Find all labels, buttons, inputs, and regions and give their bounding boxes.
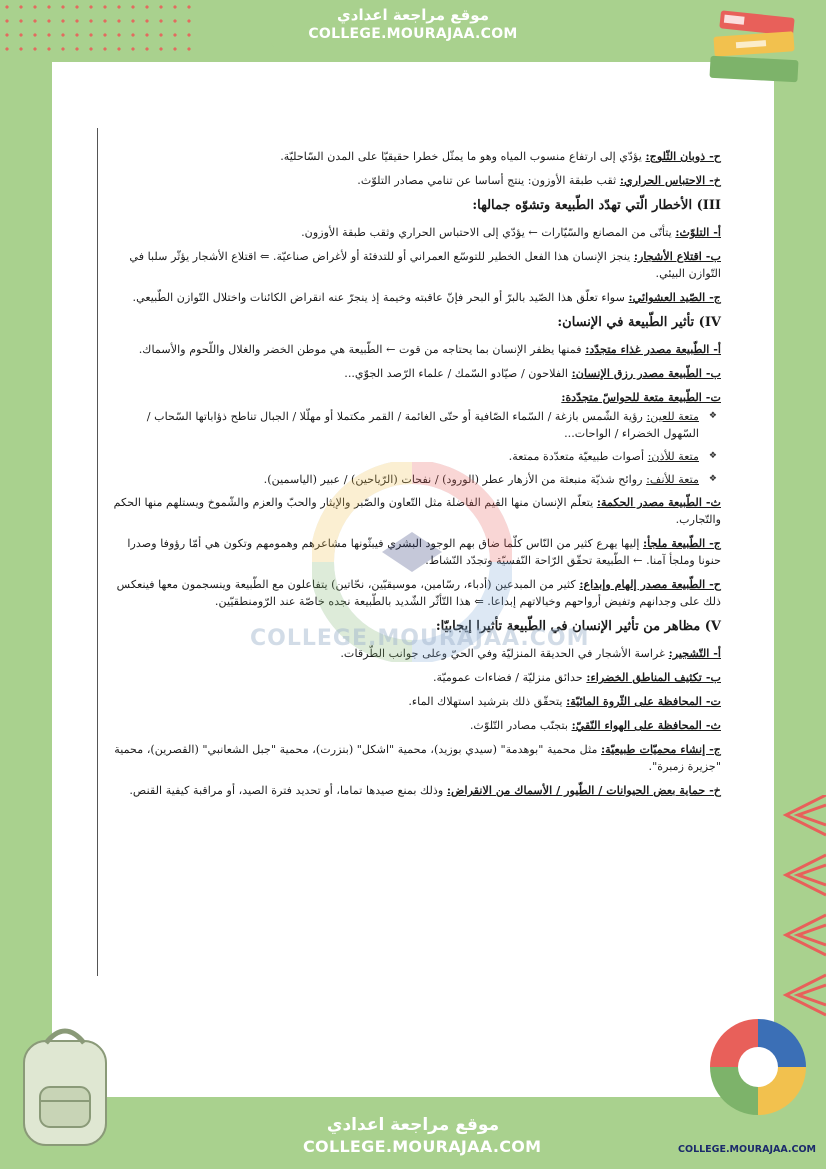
para-key: ج- الصّيد العشوائي: (628, 290, 721, 304)
para-key: ث- المحافظة على الهواء النّقيّ: (571, 718, 721, 732)
para-key: ح- الطّبيعة مصدر إلهام وإبداع: (579, 577, 721, 591)
corner-site-url[interactable]: COLLEGE.MOURAJAA.COM (678, 1144, 816, 1155)
para-text: بتجنّب مصادر التّلوّث. (469, 719, 572, 732)
para-text: وذلك بمنع صيدها تماما، أو تحديد فترة الصيد، أو مراقبة كيفية القنص. (129, 784, 447, 797)
bullet-key: متعة للأذن: (647, 450, 699, 463)
footer-site-en[interactable]: COLLEGE.MOURAJAA.COM (303, 1137, 542, 1156)
para-greenhouse (110, 172, 721, 189)
para-senses (110, 389, 721, 406)
backpack-icon (14, 1017, 116, 1149)
para-key: أ- التلوّث: (675, 225, 721, 239)
section-heading-3: III) الأخطار الّتي تهدّد الطّبيعة وتشوّه جمالها: (472, 198, 721, 213)
bullet-text: رؤية الشّمس بازغة / السّماء الصّافية أو حتّى الغائمة / القمر مكتملا أو مهلّلا / الجبال تناطح ذؤاباتها السّحاب / السّهول الخضراء / الواحات... (146, 410, 699, 440)
header-banner (263, 0, 563, 58)
education-wheel-icon (708, 1017, 808, 1117)
para-text: إليها يهرع كثير من النّاس كلّما ضاق بهم الوجود البشري فيبثّونها مشاعرهم وهمومهم وتكون هي أمّا رؤوفا وصدرا حنونا وملجأ آمنا. ← الطّبيعة تحقّق الرّاحة النّفسيّة وتجدّد النّشاط. (127, 537, 721, 567)
para-reserves (110, 741, 721, 775)
bullet-eye (110, 408, 721, 442)
para-key: ت- المحافظة على الثّروة المائيّة: (566, 694, 721, 708)
para-text: حدائق منزليّة / فضاءات عموميّة. (432, 671, 587, 684)
section-heading-5: V) مظاهر من تأثير الإنسان في الطّبيعة تأثيرا إيجابيّا: (435, 619, 721, 634)
para-text: كثير من المبدعين (أدباء، رسّامين، موسيقيّين، نحّاتين) يتفاعلون مع الطّبيعة وينسجمون معها فينعكس ذلك على وجدانهم وتفيض أرواحهم وخيالاتهم إبداعا. ⇐ هذا التّأثّر الشّديد بالطّبيعة نجده خاصّة عند الرّومنطقيّين. (116, 578, 721, 608)
bullet-text: أصوات طبيعيّة متعدّدة ممتعة. (508, 450, 648, 463)
para-text: ينجز الإنسان هذا الفعل الخطير للتوسّع العمراني أو للتدفئة أو لأغراض صناعيّة. ⇐ اقتلاع الأشجار يؤثّر سلبا في التّوازن البيئي. (129, 250, 721, 280)
para-text: فمنها يظفر الإنسان بما يحتاجه من قوت ← الطّبيعة هي موطن الخضر والغلال واللّحوم والأسماك. (138, 343, 586, 356)
para-deforestation (110, 248, 721, 282)
para-key: ج- الطّبيعة ملجأ: (643, 536, 721, 550)
para-text: غراسة الأشجار في الحديقة المنزليّة وفي الحيّ وعلى جوانب الطّرقات. (340, 647, 669, 660)
footer-banner (263, 1097, 563, 1169)
para-key: خ- الاحتباس الحراري: (619, 173, 721, 187)
para-key: ث- الطّبيعة مصدر الحكمة: (596, 495, 721, 509)
para-protection (110, 782, 721, 799)
para-hunting (110, 289, 721, 306)
para-text: سواء تعلّق هذا الصّيد بالبرّ أو البحر فإنّ عاقبته وخيمة إذ ينجرّ عنه انقراض الكائنات واختلال التّوازن الطّبيعي. (132, 291, 629, 304)
books-icon (706, 8, 810, 92)
para-key: أ- الطّبيعة مصدر غذاء متجدّد: (585, 342, 721, 356)
para-key: أ- التّشجير: (668, 646, 721, 660)
header-site-en[interactable]: COLLEGE.MOURAJAA.COM (308, 26, 518, 42)
para-text: مثل محمية "بوهدمة" (سيدي بوزيد)، محمية "اشكل" (بنزرت)، محمية "جبل الشعانبي" (القصرين)، محمية "جزيرة زمبرة". (114, 743, 721, 773)
bullet-key: متعة للأنف: (646, 473, 699, 486)
para-green-areas (110, 669, 721, 686)
bullet-text: روائح شذيّة منبعثة من الأزهار عطر (الورود) / نفحات (الرّياحين) / عبير (الياسمين). (263, 473, 647, 486)
para-text: يتأتّى من المصانع والسّيّارات ← يؤدّي إلى الاحتباس الحراري وثقب طبقة الأوزون. (301, 226, 676, 239)
para-air (110, 717, 721, 734)
watermark-text: COLLEGE.MOURAJAA.COM (250, 626, 590, 651)
para-text: يتعلّم الإنسان منها القيم الفاضلة مثل التّعاون والصّبر والإيثار والحبّ والعزم والشّموخ ويستلهم منها الحكم والتّجارب. (113, 496, 721, 526)
para-key: ح- ذوبان الثّلوج: (645, 149, 721, 163)
para-text: الفلاحون / صيّادو السّمك / علماء الرّصد الجوّي... (344, 367, 572, 380)
footer-site-ar: موقع مراجعة اعدادي (326, 1115, 500, 1135)
para-text: ثقب طبقة الأوزون: ينتج أساسا عن تنامي مصادر التلوّث. (357, 174, 620, 187)
para-key: ب- تكثيف المناطق الخضراء: (586, 670, 721, 684)
para-livelihood (110, 365, 721, 382)
para-food-source (110, 341, 721, 358)
section-heading-4: IV) تأثير الطّبيعة في الإنسان: (557, 315, 721, 330)
para-water (110, 693, 721, 710)
para-text: يؤدّي إلى ارتفاع منسوب المياه وهو ما يمثّل خطرا حقيقيّا على المدن السّاحليّة. (280, 150, 646, 163)
para-key: ب- اقتلاع الأشجار: (633, 249, 721, 263)
bullet-key: متعة للعين: (646, 410, 699, 423)
para-key: ت- الطّبيعة متعة للحواسّ متجدّدة: (561, 390, 721, 404)
para-key: خ- حماية بعض الحيوانات / الطّيور / الأسماك من الانقراض: (446, 783, 721, 797)
decorative-dots (0, 0, 200, 60)
para-snow-melt (110, 148, 721, 165)
para-key: ج- إنشاء محميّات طبيعيّة: (601, 742, 721, 756)
header-site-ar: موقع مراجعة اعدادي (337, 6, 489, 24)
chevron-decoration-icon (746, 795, 826, 1035)
para-text: يتحقّق ذلك بترشيد استهلاك الماء. (408, 695, 567, 708)
para-pollution (110, 224, 721, 241)
para-key: ب- الطّبيعة مصدر رزق الإنسان: (571, 366, 721, 380)
